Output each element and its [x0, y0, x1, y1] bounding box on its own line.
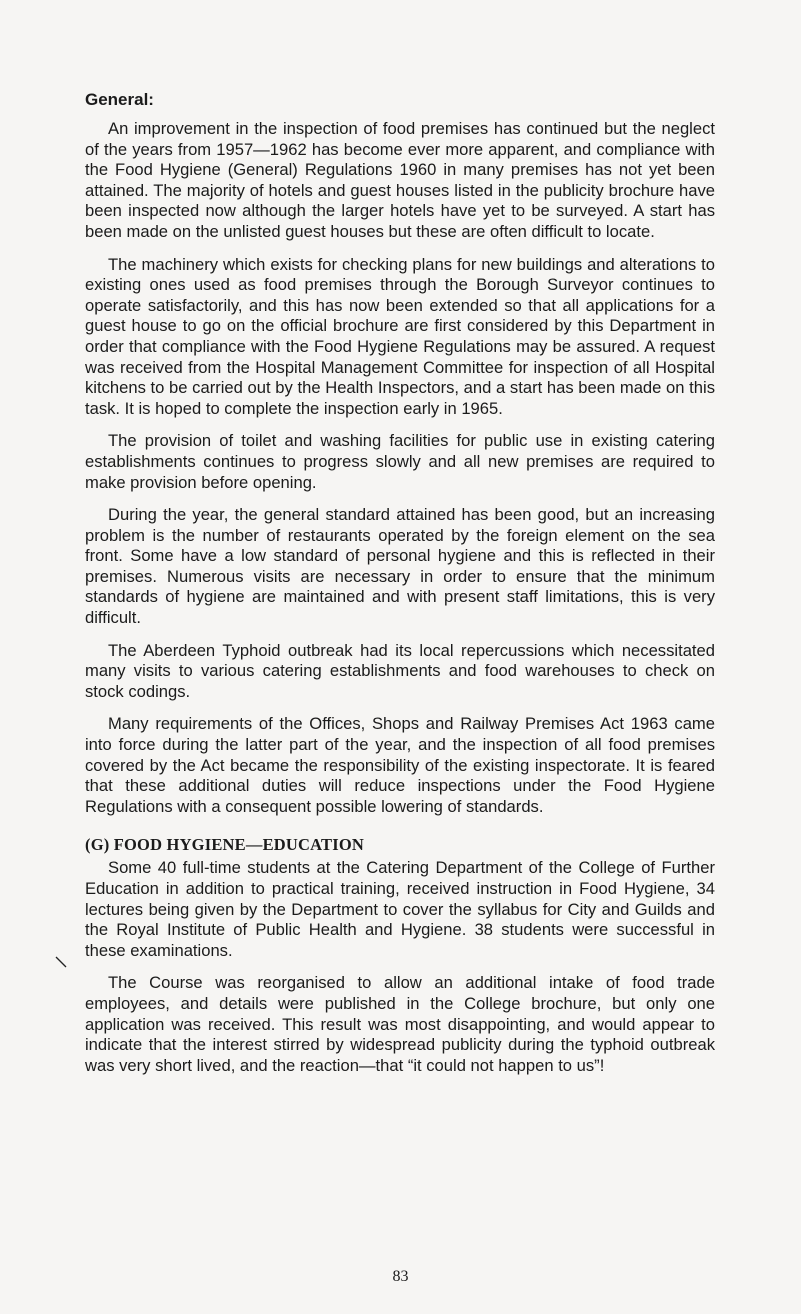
paragraph-general-standard: During the year, the general standard attained has been good, but an increasing problem is the number of restaurants operated by the foreign element on the sea front. Some have a low standard of personal hygiene and this is reflected in their premises. Numerous visits are necessary in order to ensure that the minimum standards of hygiene are maintained and with present staff limitations, this is very difficult.: [85, 505, 715, 628]
paragraph-inspection-improvement: An improvement in the inspection of food premises has continued but the neglect of the years from 1957—1962 has become ever more apparent, and compliance with the Food Hygiene (General) Regulations 1960 in many premises has not yet been attained. The majority of hotels and guest houses listed in the publicity brochure have been inspected now although the larger hotels have yet to be surveyed. A start has been made on the unlisted guest houses but these are often difficult to locate.: [85, 119, 715, 241]
margin-tick-mark: [54, 955, 68, 969]
paragraph-catering-students: Some 40 full-time students at the Catering Department of the College of Further Education in addition to practical training, received instruction in Food Hygiene, 34 lectures being given by the Department to cover the syllabus for City and Guilds and the Royal Institute of Public Health and Hygiene. 38 students were successful in these examinations.: [85, 858, 715, 960]
page-number: 83: [392, 1268, 409, 1285]
section-heading-general: General:: [85, 90, 154, 109]
paragraph-course-reorganised: The Course was reorganised to allow an additional intake of food trade employees, and details were published in the College brochure, but only one application was received. This result was most disappointing, and would appear to indicate that the interest stirred by widespread publicity during the typhoid outbreak was very short lived, and the reaction—that “it could not happen to us”!: [85, 973, 715, 1075]
paragraph-offices-shops-act: Many requirements of the Offices, Shops and Railway Premises Act 1963 came into force during the latter part of the year, and the inspection of all food premises covered by the Act became the responsibility of the existing inspectorate. It is feared that these additional duties will reduce inspections under the Food Hygiene Regulations with a consequent possible lowering of standards.: [85, 714, 715, 816]
document-body: [85, 119, 715, 1076]
paragraph-aberdeen-typhoid: The Aberdeen Typhoid outbreak had its local repercussions which necessitated many visits to various catering establishments and food warehouses to check on stock codings.: [85, 640, 715, 701]
paragraph-plans-machinery: The machinery which exists for checking plans for new buildings and alterations to existing ones used as food premises through the Borough Surveyor continues to operate satisfactorily, and this has now been extended so that all applications for a guest house to go on the official brochure are first considered by this Department in order that compliance with the Food Hygiene Regulations may be assured. A request was received from the Hospital Management Committee for inspection of all Hospital kitchens to be carried out by the Health Inspectors, and a start has been made on this task. It is hoped to complete the inspection early in 1965.: [85, 254, 715, 418]
section-heading-food-hygiene-education: (G) FOOD HYGIENE—EDUCATION: [85, 835, 364, 855]
paragraph-toilet-facilities: The provision of toilet and washing facilities for public use in existing catering establishments continues to progress slowly and all new premises are required to make provision before opening.: [85, 431, 715, 492]
